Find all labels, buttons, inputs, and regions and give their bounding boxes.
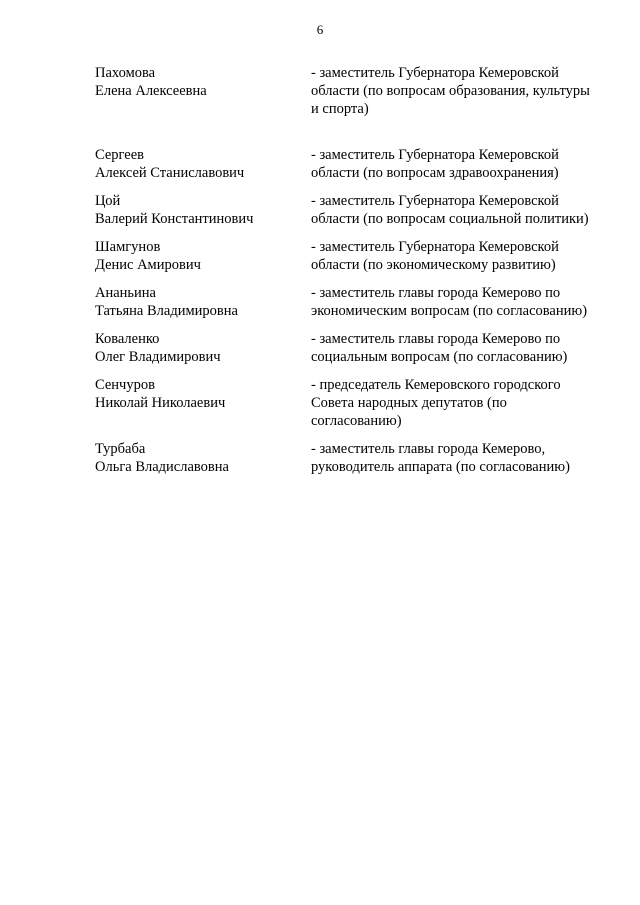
- member-position-line: экономическим вопросам (по согласованию): [311, 303, 588, 319]
- member-position-line: - заместитель Губернатора Кемеровской: [311, 239, 559, 255]
- member-position-line: области (по вопросам образования, культуры: [311, 83, 590, 99]
- member-position: [311, 238, 611, 274]
- member-name: [95, 64, 311, 118]
- member-position: [311, 192, 611, 228]
- member-entry: [95, 146, 615, 182]
- member-position-line: согласованию): [311, 413, 402, 429]
- page-number: 6: [316, 22, 324, 37]
- member-surname: Турбаба: [95, 441, 146, 457]
- member-given-names: Татьяна Владимировна: [95, 303, 238, 319]
- member-position-line: - заместитель главы города Кемерово по: [311, 285, 561, 301]
- member-position-line: - заместитель Губернатора Кемеровской: [311, 65, 559, 81]
- member-surname: Сергеев: [95, 147, 145, 163]
- member-position: [311, 440, 611, 476]
- member-position-line: - заместитель Губернатора Кемеровской: [311, 193, 559, 209]
- member-surname: Сенчуров: [95, 377, 155, 393]
- member-given-names: Валерий Константинович: [95, 211, 254, 227]
- member-position: [311, 376, 611, 430]
- member-position: [311, 284, 611, 320]
- member-given-names: Олег Владимирович: [95, 349, 221, 365]
- member-name: [95, 330, 311, 366]
- member-position-line: - заместитель главы города Кемерово,: [311, 441, 546, 457]
- member-entry: [95, 376, 615, 430]
- member-given-names: Денис Амирович: [95, 257, 201, 273]
- member-given-names: Елена Алексеевна: [95, 83, 207, 99]
- member-surname: Коваленко: [95, 331, 160, 347]
- member-position: [311, 146, 611, 182]
- member-position-line: - председатель Кемеровского городского: [311, 377, 561, 393]
- member-position-line: руководитель аппарата (по согласованию): [311, 459, 570, 475]
- member-entry: [95, 238, 615, 274]
- member-position-line: - заместитель Губернатора Кемеровской: [311, 147, 559, 163]
- member-surname: Ананьина: [95, 285, 156, 301]
- member-surname: Цой: [95, 193, 121, 209]
- member-position-line: области (по вопросам социальной политики): [311, 211, 589, 227]
- member-given-names: Алексей Станиславович: [95, 165, 245, 181]
- member-name: [95, 238, 311, 274]
- member-given-names: Николай Николаевич: [95, 395, 226, 411]
- member-name: [95, 440, 311, 476]
- member-surname: Шамгунов: [95, 239, 161, 255]
- member-position-line: и спорта): [311, 101, 369, 117]
- member-position-line: Совета народных депутатов (по: [311, 395, 507, 411]
- member-entry: [95, 284, 615, 320]
- member-entry: [95, 440, 615, 476]
- member-position: [311, 64, 611, 118]
- member-name: [95, 192, 311, 228]
- member-name: [95, 284, 311, 320]
- member-position-line: - заместитель главы города Кемерово по: [311, 331, 561, 347]
- member-position-line: области (по вопросам здравоохранения): [311, 165, 559, 181]
- member-name: [95, 146, 311, 182]
- member-name: [95, 376, 311, 430]
- member-list: [95, 64, 615, 476]
- member-surname: Пахомова: [95, 65, 156, 81]
- member-entry: [95, 64, 615, 118]
- member-entry: [95, 192, 615, 228]
- member-given-names: Ольга Владиславовна: [95, 459, 229, 475]
- member-position-line: социальным вопросам (по согласованию): [311, 349, 568, 365]
- member-position: [311, 330, 611, 366]
- member-entry: [95, 330, 615, 366]
- member-position-line: области (по экономическому развитию): [311, 257, 556, 273]
